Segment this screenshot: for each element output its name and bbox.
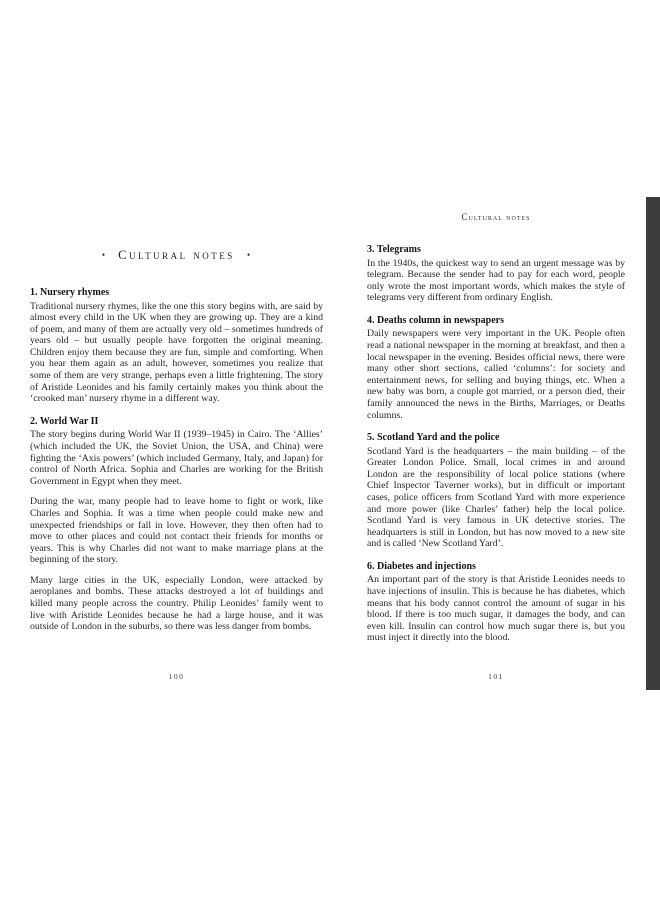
paragraph: Many large cities in the UK, especially London, were attacked by aeroplanes and bombs. These attacks destroyed a lot of buildings and killed many people across the country. Philip Leonides’ family went to live with Aristide Leonides because he had a large house, and it was outside of London in the suburbs, so there was less danger from bombs. [30,574,323,633]
page-number-right: 101 [488,672,504,681]
paragraph: During the war, many people had to leave home to fight or work, like Charles and Sophia. It was a time when people could make new and unexpected friendships or fall in love. However, they then often had to move to other places and could not contact their friends for months or years. This is why Charles did not want to make marriage plans at the beginning of the story. [30,496,323,566]
note-section-deaths-column [367,315,625,421]
paragraph: An important part of the story is that Aristide Leonides needs to have injections of insulin. This is because he has diabetes, which means that his body cannot control the amount of sugar in his blood. If there is too much sugar, it damages the body, and can even kill. Insulin can control how much sugar there is, but you must inject it directly into the blood. [367,574,625,644]
paragraph: Traditional nursery rhymes, like the one this story begins with, are said by almost every child in the UK when they are growing up. They are a kind of poem, and many of them are actually very old – sometimes hundreds of years old – but usually people have forgotten the original meaning. Children enjoy them because they are fun, simple and comforting. When you hear them again as an adult, however, sometimes you realize that some of them are very strange, perhaps even a little frightening. The story of Aristide Leonides and his family certainly makes you think about the ‘crooked man’ nursery rhyme in a different way. [30,300,323,405]
note-section-nursery-rhymes [30,287,323,405]
book-edge [646,197,660,690]
paragraph: Scotland Yard is the headquarters – the main building – of the Greater London Police. Small, local crimes in and around London are the responsibility of local police stations (where Chief Inspector Taverner works), but in difficult or important cases, police officers from Scotland Yard with more experience and more power (like Charles’ father) help the local police. Scotland Yard is very famous in UK detective stories. The headquarters is still in London, but has now moved to a new site and is called ‘New Scotland Yard’. [367,445,625,550]
page-number-left: 100 [168,672,185,681]
chapter-heading-text: Cultural notes [118,248,235,262]
paragraph: Daily newspapers were very important in the UK. People often read a national newspaper in the morning at breakfast, and then a local newspaper in the evening. Besides official news, there were many other short sections, called ‘columns’: for society and entertainment news, for selling and buying things, etc. When a new baby was born, a couple got married, or a person died, their family announced the news in the Births, Marriages, or Deaths columns. [367,328,625,421]
note-section-world-war-2 [30,416,323,633]
section-title: 1. Nursery rhymes [30,287,110,298]
section-title: 6. Diabetes and injections [367,560,476,572]
heading-bullet-left: • [101,250,107,260]
section-title: 3. Telegrams [367,244,421,255]
heading-bullet-right: • [246,250,252,260]
section-title: 5. Scotland Yard and the police [367,432,500,444]
paragraph: The story begins during World War II (1939–1945) in Cairo. The ‘Allies’ (which included the UK, the Soviet Union, the USA, and China) were fighting the ‘Axis powers’ (which included Germany, Italy, and Japan) for control of North Africa. Sophia and Charles are working for the British Government in Egypt when they meet. [30,429,323,487]
left-page [30,248,323,644]
right-page [367,212,625,655]
note-section-scotland-yard [367,432,625,550]
section-title: 2. World War II [30,415,99,427]
note-section-diabetes [367,561,625,644]
chapter-heading [30,248,323,263]
section-title: 4. Deaths column in newspapers [367,314,504,326]
paragraph: In the 1940s, the quickest way to send an urgent message was by telegram. Because the sender had to pay for each word, people only wrote the most important words, which makes the style of telegrams very different from ordinary English. [367,257,625,304]
running-header: Cultural notes [461,212,531,222]
note-section-telegrams [367,244,625,304]
